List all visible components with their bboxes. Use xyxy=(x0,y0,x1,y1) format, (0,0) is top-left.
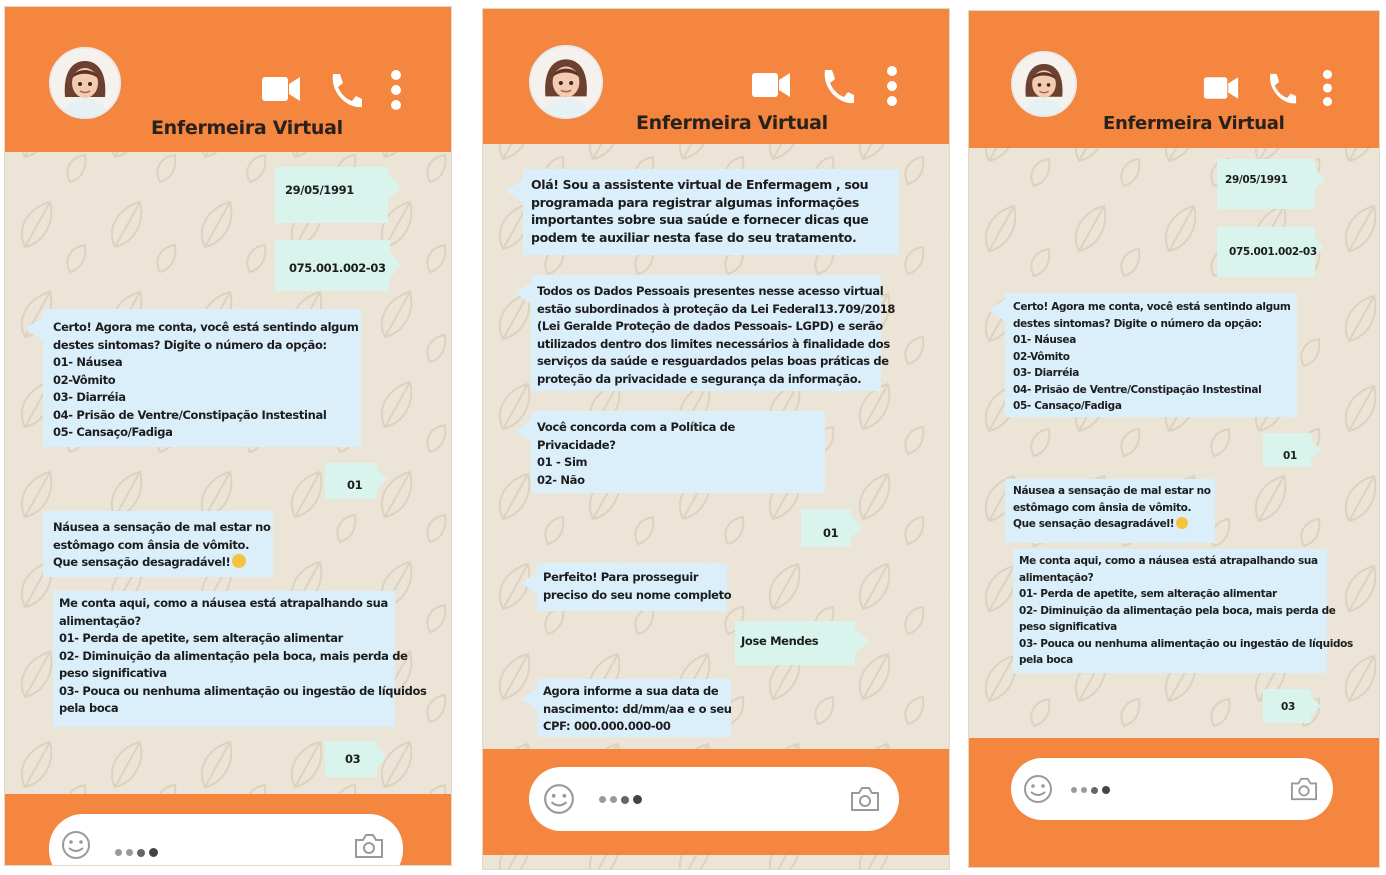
message-outgoing-date: 29/05/1991 xyxy=(275,167,388,223)
avatar[interactable] xyxy=(49,47,121,119)
message-outgoing-date: 29/05/1991 xyxy=(1217,159,1315,209)
message-incoming-lgpd: Todos os Dados Pessoais presentes nesse acesso virtual estão subordinados à proteção da Lei Federal13.709/2018 (Lei Geralde Proteção de dados Pessoais- LGPD) e serão utilizados dentro dos limites necessários à finalidade dos serviços da saúde e resguardados pelas boas práticas de proteção da privacidade e segurança da informação. xyxy=(531,275,881,391)
contact-name: Enfermeira Virtual xyxy=(151,117,343,139)
more-vertical-icon[interactable] xyxy=(389,69,403,111)
phone-icon[interactable] xyxy=(1265,71,1297,107)
message-incoming-birthdate-request: Agora informe a sua data de nascimento: dd/mm/aa e o seu CPF: 000.000.000-00 xyxy=(537,679,731,737)
message-incoming-name-request: Perfeito! Para prosseguir preciso do seu nome completo xyxy=(537,563,727,611)
sad-face-icon xyxy=(1176,517,1188,529)
message-outgoing-cpf: 075.001.002-03 xyxy=(275,240,390,291)
camera-icon[interactable] xyxy=(849,785,881,813)
video-camera-icon[interactable] xyxy=(261,73,301,105)
chat-footer xyxy=(483,749,949,855)
message-incoming-symptoms: Certo! Agora me conta, você está sentindo algum destes sintomas? Digite o número da opção: 01- Náusea 02-Vômito 03- Diarréia 04- Prisão de Ventre/Constipação Instestinal 05- Cansaço/Fadiga xyxy=(1005,293,1297,417)
message-outgoing-option: 03 xyxy=(325,741,377,777)
sad-face-icon xyxy=(232,554,246,568)
message-outgoing-cpf: 075.001.002-03 xyxy=(1217,227,1315,277)
message-outgoing-name: Jose Mendes xyxy=(735,621,855,665)
emoji-icon[interactable] xyxy=(1023,774,1053,804)
camera-icon[interactable] xyxy=(1289,776,1319,802)
more-vertical-icon[interactable] xyxy=(1321,69,1334,107)
video-camera-icon[interactable] xyxy=(1203,73,1239,103)
message-input[interactable] xyxy=(529,767,899,831)
avatar[interactable] xyxy=(529,45,603,119)
message-incoming-feeding: Me conta aqui, como a náusea está atrapalhando sua alimentação? 01- Perda de apetite, sem alteração alimentar 02- Diminuição da alimentação pela boca, mais perda de peso significativa 03- Pouca ou nenhuma alimentação ou ingestão de líquidos pela boca xyxy=(53,591,395,727)
more-vertical-icon[interactable] xyxy=(885,65,899,107)
emoji-icon[interactable] xyxy=(543,783,575,815)
avatar[interactable] xyxy=(1011,51,1077,117)
chat-header xyxy=(483,9,949,144)
chat-footer xyxy=(5,794,451,865)
chat-header xyxy=(969,11,1379,148)
phone-icon[interactable] xyxy=(819,67,855,107)
phone-screen-1 xyxy=(4,6,452,866)
message-input[interactable] xyxy=(1011,758,1333,820)
message-incoming-nausea: Náusea a sensação de mal estar no estômago com ânsia de vômito. Que sensação desagradável! xyxy=(1005,479,1215,543)
message-outgoing-option: 03 xyxy=(1263,689,1311,723)
message-incoming-symptoms: Certo! Agora me conta, você está sentindo algum destes sintomas? Digite o número da opção: 01- Náusea 02-Vômito 03- Diarréia 04- Prisão de Ventre/Constipação Instestinal 05- Cansaço/Fadiga xyxy=(43,309,361,447)
typing-dots-icon xyxy=(1071,786,1110,794)
emoji-icon[interactable] xyxy=(61,830,91,860)
phone-icon[interactable] xyxy=(327,71,363,111)
message-incoming-nausea: Náusea a sensação de mal estar no estômago com ânsia de vômito. Que sensação desagradável! xyxy=(43,511,273,577)
message-outgoing-option: 01 xyxy=(325,463,377,499)
contact-name: Enfermeira Virtual xyxy=(636,112,828,134)
contact-name: Enfermeira Virtual xyxy=(1103,113,1285,134)
phone-screen-2 xyxy=(482,8,950,870)
chat-header xyxy=(5,7,451,152)
message-incoming-greeting: Olá! Sou a assistente virtual de Enfermagem , sou programada para registrar algumas informações importantes sobre sua saúde e fornecer dicas que podem te auxiliar nesta fase do seu tratamento. xyxy=(523,169,899,255)
message-input[interactable] xyxy=(49,814,403,866)
phone-screen-3 xyxy=(968,10,1380,868)
message-incoming-privacy: Você concorda com a Política de Privacidade? 01 - Sim 02- Não xyxy=(531,411,825,493)
message-outgoing-option: 01 xyxy=(1263,433,1311,467)
camera-icon[interactable] xyxy=(353,832,385,860)
typing-dots-icon xyxy=(599,795,642,804)
message-incoming-feeding: Me conta aqui, como a náusea está atrapalhando sua alimentação? 01- Perda de apetite, sem alteração alimentar 02- Diminuição da alimentação pela boca, mais perda de peso significativa 03- Pouca ou nenhuma alimentação ou ingestão de líquidos pela boca xyxy=(1013,549,1327,673)
message-outgoing-option: 01 xyxy=(801,509,851,547)
chat-footer xyxy=(969,738,1379,867)
video-camera-icon[interactable] xyxy=(751,69,791,101)
typing-dots-icon xyxy=(115,848,158,857)
